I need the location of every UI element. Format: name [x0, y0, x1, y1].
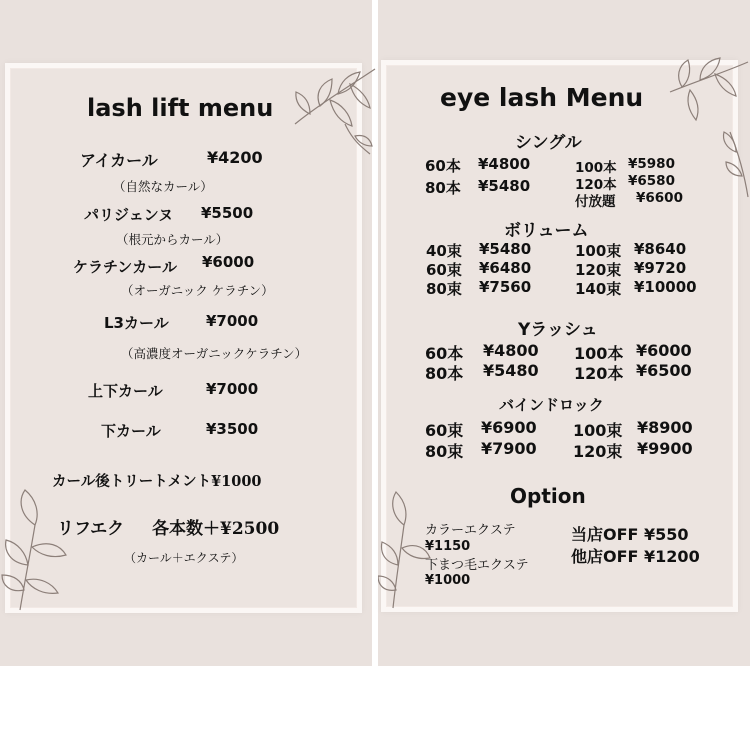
refect-note: （カール＋エクステ） — [124, 551, 244, 565]
menu-price: ¥4800 — [483, 341, 539, 360]
option-lower-ext: 下まつ毛エクステ — [425, 558, 529, 573]
menu-count: 60束 — [426, 261, 462, 279]
menu-count: 80束 — [426, 280, 462, 298]
option-color-ext: カラーエクステ — [425, 523, 516, 538]
menu-item-price: ¥4200 — [207, 148, 263, 167]
eyelash-title: eye lash Menu — [440, 83, 644, 112]
section-heading-volume: ボリューム — [504, 221, 589, 241]
menu-item-note: （自然なカール） — [113, 179, 213, 194]
menu-count: 80本 — [425, 179, 461, 197]
menu-price: ¥6500 — [636, 361, 692, 380]
option-color-price: ¥1150 — [425, 539, 471, 554]
menu-price: ¥6580 — [628, 173, 675, 189]
leaf-decoration-icon — [0, 485, 80, 615]
menu-count: 120束 — [573, 442, 623, 461]
menu-item-price: ¥3500 — [206, 420, 259, 438]
menu-price: ¥8640 — [634, 240, 687, 258]
menu-item-note: （オーガニック ケラチン） — [121, 283, 274, 298]
menu-count: 120本 — [575, 177, 617, 193]
menu-price: ¥4800 — [478, 155, 531, 173]
menu-price: ¥7560 — [479, 278, 532, 296]
menu-price: ¥5480 — [479, 240, 532, 258]
option-lower-price: ¥1000 — [425, 573, 471, 588]
menu-count: 120本 — [574, 364, 624, 383]
section-heading-ylash: Yラッシュ — [518, 320, 598, 340]
menu-count: 100本 — [575, 160, 617, 176]
menu-item-price: ¥5500 — [201, 204, 254, 222]
eyelash-panel — [378, 0, 750, 666]
menu-count: 100束 — [575, 242, 622, 260]
menu-item-name: ケラチンカール — [73, 258, 177, 276]
menu-count: 100本 — [574, 344, 624, 363]
menu-item-price: ¥6000 — [202, 253, 255, 271]
menu-count: 140束 — [575, 280, 622, 298]
leaf-decoration-icon — [290, 64, 380, 164]
lash-lift-panel — [0, 0, 372, 666]
menu-item-name: L3カール — [104, 314, 169, 332]
option-other-off: 他店OFF ¥1200 — [571, 547, 700, 566]
section-heading-bindlock: バインドロック — [499, 396, 604, 414]
menu-price: ¥5480 — [483, 361, 539, 380]
menu-item-price: ¥7000 — [206, 312, 259, 330]
menu-item-name: アイカール — [80, 151, 158, 170]
menu-price: ¥9900 — [637, 439, 693, 458]
menu-count: 80束 — [425, 442, 464, 461]
menu-price: ¥7900 — [481, 439, 537, 458]
refect-detail: 各本数＋¥2500 — [152, 519, 280, 539]
menu-item-note: （根元からカール） — [116, 232, 229, 247]
section-heading-option: Option — [510, 484, 586, 508]
menu-price: ¥6000 — [636, 341, 692, 360]
section-heading-single: シングル — [515, 133, 582, 153]
menu-count: 120束 — [575, 261, 622, 279]
menu-count: 60本 — [425, 344, 464, 363]
menu-item-name: 上下カール — [88, 382, 163, 400]
menu-item-note: （高濃度オーガニックケラチン） — [121, 346, 308, 361]
option-our-off: 当店OFF ¥550 — [571, 525, 689, 544]
menu-count: 80本 — [425, 364, 464, 383]
menu-count: 60本 — [425, 157, 461, 175]
menu-count: 40束 — [426, 242, 462, 260]
menu-price: ¥8900 — [637, 418, 693, 437]
menu-count: 100束 — [573, 421, 623, 440]
menu-item-name: 下カール — [101, 422, 161, 440]
menu-price: ¥10000 — [634, 278, 697, 296]
menu-count: 60束 — [425, 421, 464, 440]
menu-item-price: ¥7000 — [206, 380, 259, 398]
refect-name: リフエク — [57, 519, 125, 539]
treatment-item: カール後トリートメント¥1000 — [52, 473, 262, 490]
menu-price: ¥5480 — [478, 177, 531, 195]
menu-item-name: パリジェンヌ — [84, 206, 174, 224]
menu-price: ¥9720 — [634, 259, 687, 277]
menu-price: ¥6900 — [481, 418, 537, 437]
menu-count: 付放題 — [575, 194, 616, 210]
menu-price: ¥6600 — [636, 190, 683, 206]
menu-price: ¥5980 — [628, 156, 675, 172]
lash-lift-title: lash lift menu — [87, 94, 274, 122]
menu-price: ¥6480 — [479, 259, 532, 277]
